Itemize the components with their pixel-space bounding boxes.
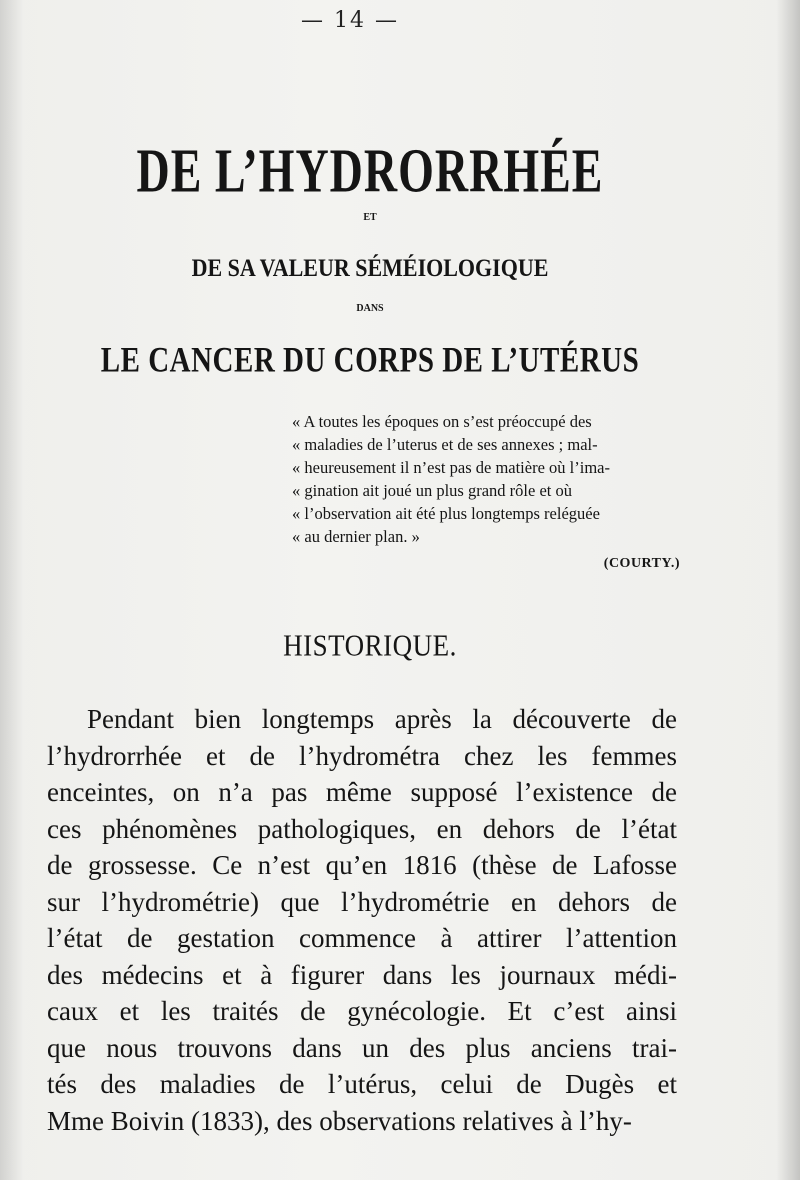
section-heading: HISTORIQUE. bbox=[283, 628, 457, 663]
body-line: l’hydrorrhée et de l’hydrométra chez les femmes bbox=[47, 740, 677, 771]
epigraph-line: « gination ait joué un plus grand rôle et où bbox=[292, 481, 572, 500]
title-subtitle: DE SA VALEUR SÉMÉIOLOGIQUE bbox=[191, 253, 549, 282]
body-line: Pendant bien longtemps après la découverte de bbox=[87, 704, 677, 734]
body-line: des médecins et à figurer dans les journaux médi- bbox=[47, 959, 677, 990]
epigraph-line: « heureusement il n’est pas de matière où l’ima- bbox=[292, 458, 610, 477]
body-line: caux et les traités de gynécologie. Et c’est ainsi bbox=[47, 996, 677, 1026]
body-line: tés des maladies de l’utérus, celui de Dugès et bbox=[47, 1069, 677, 1099]
body-line: enceintes, on n’a pas même supposé l’existence de bbox=[47, 777, 677, 807]
title-cancer: LE CANCER DU CORPS DE L’UTÉRUS bbox=[100, 340, 640, 380]
epigraph-line: « A toutes les époques on s’est préoccupé des bbox=[292, 412, 592, 431]
title-main: DE L’HYDRORRHÉE bbox=[136, 136, 604, 206]
page-edge-right bbox=[776, 0, 800, 1180]
body-line: l’état de gestation commence à attirer l’attention bbox=[47, 923, 677, 953]
title-dans: DANS bbox=[356, 303, 384, 314]
body-line: ces phénomènes pathologiques, en dehors de l’état bbox=[47, 813, 677, 844]
epigraph bbox=[292, 410, 690, 575]
body-line: Mme Boivin (1833), des observations relatives à l’hy- bbox=[47, 1105, 632, 1136]
epigraph-author: (COURTY.) bbox=[603, 556, 680, 571]
body-line: sur l’hydrométrie) que l’hydrométrie en dehors de bbox=[47, 886, 677, 917]
body-line: de grossesse. Ce n’est qu’en 1816 (thèse de Lafosse bbox=[47, 850, 677, 880]
epigraph-line: « au dernier plan. » bbox=[292, 527, 420, 546]
epigraph-line: « l’observation ait été plus longtemps reléguée bbox=[292, 504, 600, 523]
body-text bbox=[47, 701, 677, 1139]
title-et: ET bbox=[363, 212, 377, 223]
epigraph-line: « maladies de l’uterus et de ses annexes ; mal- bbox=[292, 435, 598, 454]
page-number: — 14 — bbox=[301, 8, 399, 33]
body-line: que nous trouvons dans un des plus anciens trai- bbox=[47, 1032, 677, 1063]
